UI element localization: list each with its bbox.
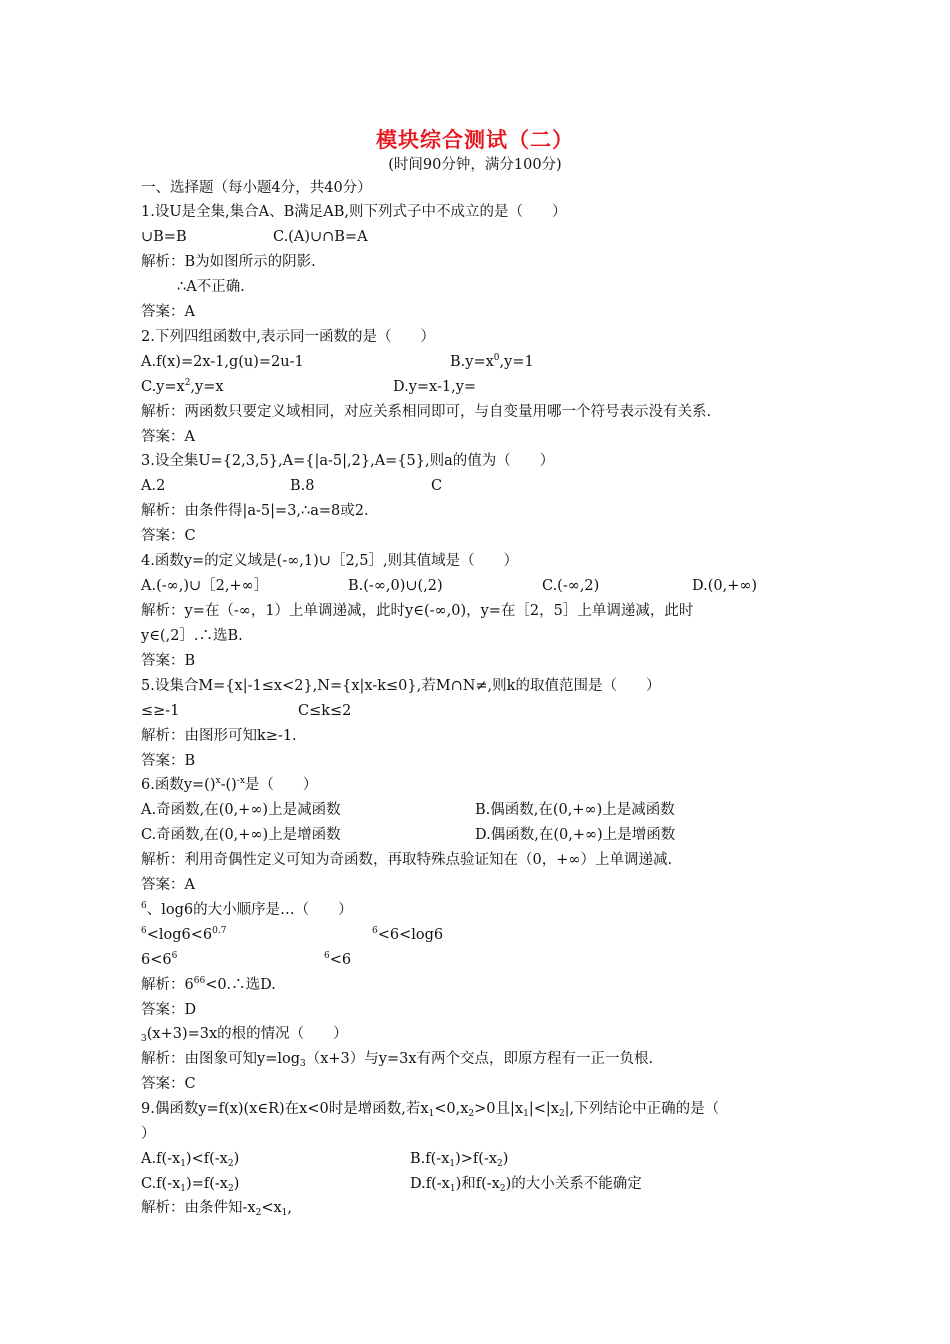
- question-9: 9.偶函数y=f(x)(x∈R)在x<0时是增函数,若$x_1<0,x_2>0$且$|x_1|<|x_2|$,下列结论中正确的是（: [141, 1101, 720, 1119]
- page-title: 模块综合测试（二）: [376, 127, 574, 152]
- question-1-option-c: C.(A)∪∩B=A: [273, 229, 368, 245]
- question-4-answer: 答案：B: [141, 653, 196, 669]
- question-9-option-b: $B.f(-x_1)>f(-x_2)$: [410, 1151, 509, 1169]
- question-9-solution: 解析：由条件知$-x_2<x_1$,: [141, 1200, 292, 1218]
- question-6-option-b: B.偶函数,在(0,+∞)上是减函数: [475, 802, 675, 818]
- question-7-option-d: $^6$<6: [324, 951, 352, 968]
- question-3-answer: 答案：C: [141, 528, 196, 544]
- question-4-solution: 解析：y=在（-∞，1）上单调递减，此时y∈(-∞,0)，y=在［2，5］上单调递减，此时: [141, 603, 694, 619]
- question-6-option-c: C.奇函数,在(0,+∞)上是增函数: [141, 827, 341, 843]
- question-6-option-d: D.偶函数,在(0,+∞)上是增函数: [475, 827, 676, 843]
- question-2-answer: 答案：A: [141, 429, 195, 445]
- section-heading: 一、选择题（每小题4分，共40分）: [141, 180, 372, 196]
- question-3-option-a: A.2: [141, 478, 166, 494]
- question-4-solution-2: y∈(,2］.∴选B.: [141, 628, 243, 644]
- question-7: $^6$、log6的大小顺序是…（ ）: [141, 901, 353, 918]
- question-5-answer: 答案：B: [141, 753, 196, 769]
- question-5-option-c: C≤k≤2: [298, 703, 352, 719]
- question-7-option-c: $6<6^6$: [141, 951, 178, 968]
- question-2: 2.下列四组函数中,表示同一函数的是（ ）: [141, 329, 435, 345]
- question-3-option-b: B.8: [290, 478, 315, 494]
- question-5-option-a: ≤≥-1: [141, 703, 180, 719]
- question-1: 1.设U是全集,集合A、B满足AB,则下列式子中不成立的是（ ）: [141, 204, 567, 220]
- page-subtitle: (时间90分钟，满分100分): [388, 157, 562, 173]
- question-1-solution-2: ∴A不正确.: [177, 279, 245, 295]
- question-8-answer: 答案：C: [141, 1076, 196, 1092]
- question-9-option-a: $A.f(-x_1)<f(-x_2)$: [141, 1151, 240, 1169]
- question-4-option-d: D.(0,+∞): [692, 578, 758, 594]
- question-1-option-a: ∪B=B: [141, 229, 187, 245]
- question-1-answer: 答案：A: [141, 304, 195, 320]
- question-5: 5.设集合M={x|-1≤x<2},N={x|x-k≤0},若M∩N≠,则k的取值范围是（ ）: [141, 678, 661, 694]
- question-2-option-b: $B.y=x^0,y=1$: [450, 353, 534, 370]
- question-1-solution: 解析：B为如图所示的阴影.: [141, 254, 316, 270]
- question-9-line-2: ）: [141, 1126, 156, 1142]
- question-3: 3.设全集U={2,3,5},A={|a-5|,2},A={5},则a的值为（ ）: [141, 453, 555, 469]
- question-8: $_3$(x+3)=3x的根的情况（ ）: [141, 1026, 348, 1044]
- question-7-solution: 解析：$6^{66}<0.\therefore$选D.: [141, 976, 276, 993]
- question-6-solution: 解析：利用奇偶性定义可知为奇函数，再取特殊点验证知在（0，+∞）上单调递减.: [141, 852, 673, 868]
- question-9-option-d: $D.f(-x_1)$和$f(-x_2)$的大小关系不能确定: [410, 1176, 642, 1194]
- question-2-option-d: D.y=x-1,y=: [393, 379, 477, 395]
- question-7-option-a: $^6<\log 6<6^{0.7}$: [141, 926, 227, 943]
- question-4-option-a: A.(-∞,)∪［2,+∞］: [141, 578, 269, 594]
- question-9-option-c: $C.f(-x_1)=f(-x_2)$: [141, 1176, 240, 1194]
- question-2-option-c: $C.y=x^2,y=x$: [141, 378, 224, 395]
- question-2-solution: 解析：两函数只要定义域相同，对应关系相同即可，与自变量用哪一个符号表示没有关系.: [141, 404, 712, 420]
- question-4: 4.函数y=的定义域是(-∞,1)∪［2,5］,则其值域是（ ）: [141, 553, 519, 569]
- question-7-answer: 答案：D: [141, 1002, 197, 1018]
- question-4-option-b: B.(-∞,0)∪(,2): [348, 578, 443, 594]
- question-4-option-c: C.(-∞,2): [542, 578, 600, 594]
- question-6-option-a: A.奇函数,在(0,+∞)上是减函数: [141, 802, 341, 818]
- question-5-solution: 解析：由图形可知k≥-1.: [141, 728, 297, 744]
- question-6-answer: 答案：A: [141, 877, 195, 893]
- question-3-option-c: C: [431, 478, 443, 494]
- question-8-solution: 解析：由图象可知$y=\log_3(x+3)$与y=3x有两个交点，即原方程有一正一负根.: [141, 1051, 654, 1069]
- question-3-solution: 解析：由条件得|a-5|=3,∴a=8或2.: [141, 503, 369, 519]
- question-2-option-a: A.f(x)=2x-1,g(u)=2u-1: [141, 354, 304, 370]
- question-7-option-b: $^6$<6<log6: [372, 926, 444, 943]
- question-6: 6.函数y=()$^x$-()$^{-x}$是（ ）: [141, 776, 318, 793]
